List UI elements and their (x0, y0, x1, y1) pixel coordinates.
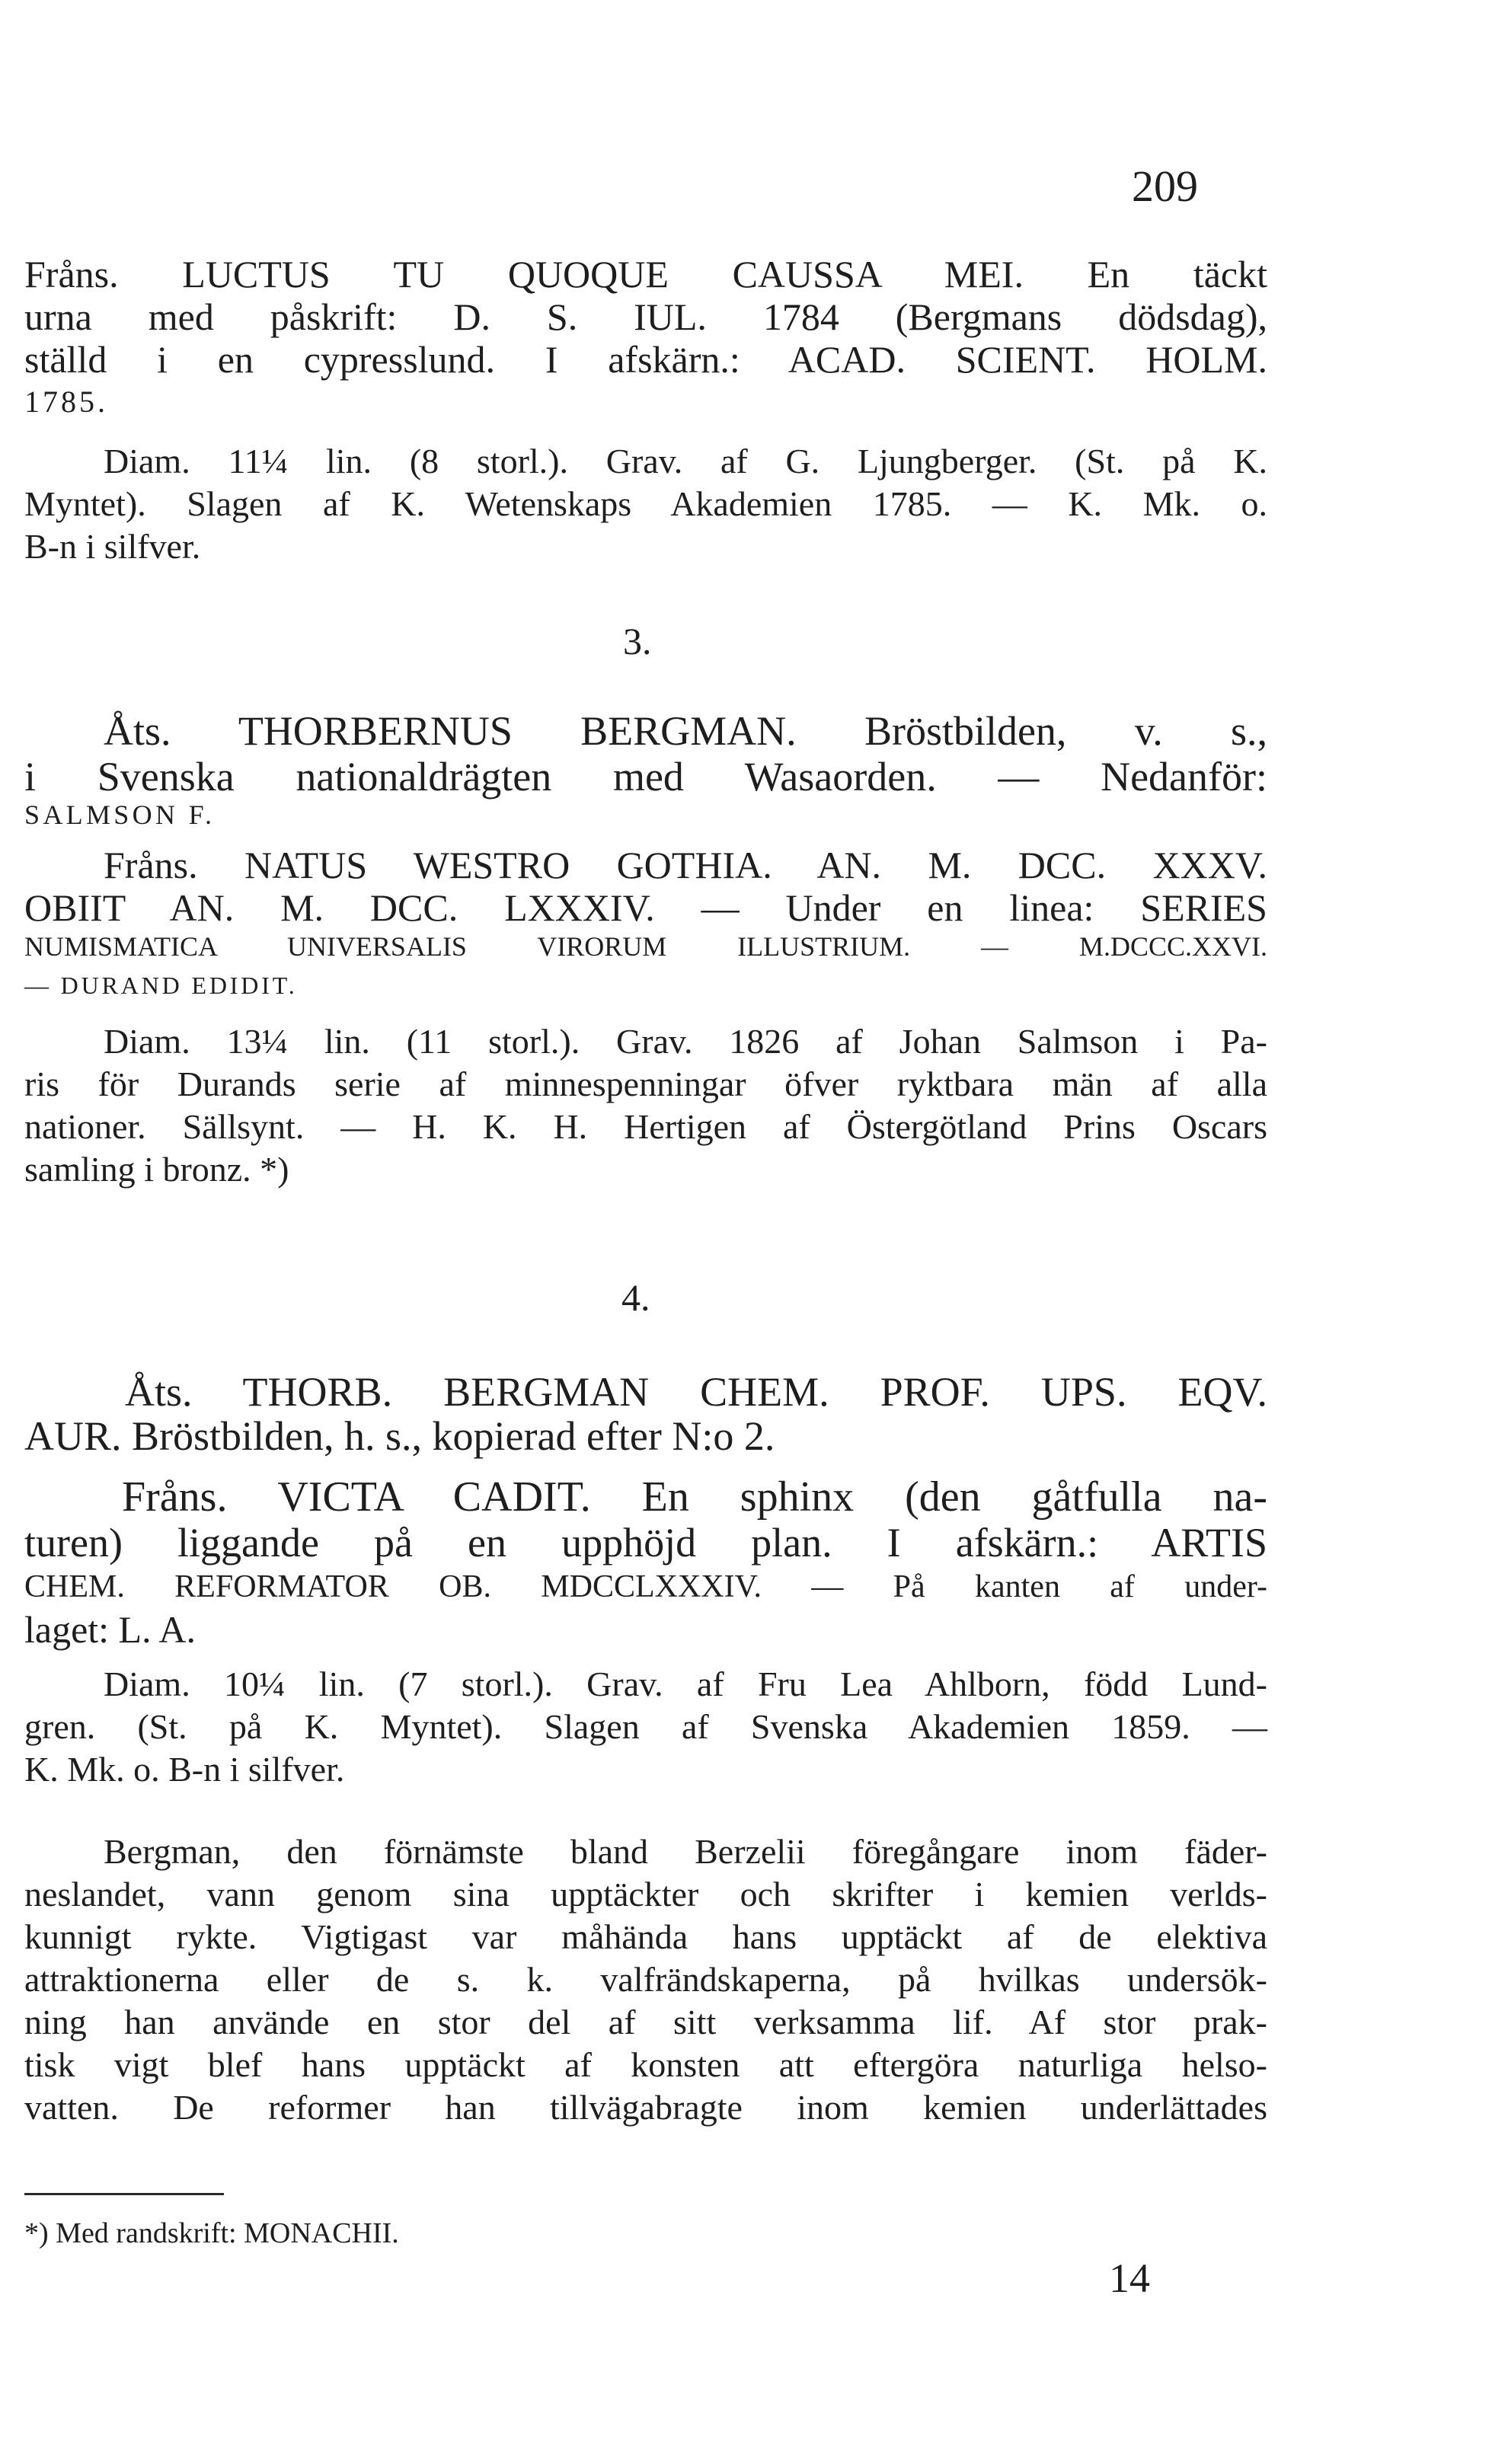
text-line: Fråns. VICTA CADIT. En sphinx (den gåtfulla na- (122, 1473, 1267, 1521)
text-line: kunnigt rykte. Vigtigast var måhända hans upptäckt af de elektiva (24, 1917, 1267, 1956)
text-line: Diam. 11¼ lin. (8 storl.). Grav. af G. Ljungberger. (St. på K. (104, 442, 1267, 480)
text-line: tisk vigt blef hans upptäckt af konsten att eftergöra naturliga helso- (24, 2045, 1267, 2084)
footnote: *) Med randskrift: MONACHII. (24, 2217, 399, 2249)
text-line: i Svenska nationaldrägten med Wasaorden. — Nedanför: (24, 754, 1267, 800)
entry-number: 3. (623, 620, 652, 662)
text-line: AUR. Bröstbilden, h. s., kopierad efter N:o 2. (24, 1413, 775, 1459)
text-line: vatten. De reformer han tillvägabragte inom kemien underlättades (24, 2088, 1267, 2127)
text-line: Åts. THORBERNUS BERGMAN. Bröstbilden, v. s., (104, 708, 1267, 754)
footnote-rule (24, 2193, 224, 2195)
text-line: Fråns. LUCTUS TU QUOQUE CAUSSA MEI. En täckt (24, 253, 1267, 295)
text-line: — DURAND EDIDIT. (24, 972, 298, 999)
text-line: ställd i en cypresslund. I afskärn.: ACAD. SCIENT. HOLM. (24, 338, 1267, 381)
text-line: laget: L. A. (24, 1608, 196, 1651)
text-line: attraktionerna eller de s. k. valfrändskaperna, på hvilkas undersök- (24, 1960, 1267, 1999)
text-line: Åts. THORB. BERGMAN CHEM. PROF. UPS. EQV. (125, 1369, 1267, 1415)
text-line: OBIIT AN. M. DCC. LXXXIV. — Under en linea: SERIES (24, 886, 1267, 929)
text-line: Myntet). Slagen af K. Wetenskaps Akademien 1785. — K. Mk. o. (24, 484, 1267, 523)
text-line: B-n i silfver. (24, 527, 201, 566)
text-line: CHEM. REFORMATOR OB. MDCCLXXXIV. — På kanten af under- (24, 1569, 1267, 1604)
text-line: nationer. Sällsynt. — H. K. H. Hertigen af Östergötland Prins Oscars (24, 1107, 1267, 1146)
signature-mark: 14 (1109, 2255, 1150, 2301)
entry-number: 4. (621, 1276, 650, 1319)
text-line: NUMISMATICA UNIVERSALIS VIRORUM ILLUSTRIUM. — M.DCCC.XXVI. (24, 931, 1267, 962)
text-line: K. Mk. o. B-n i silfver. (24, 1750, 345, 1789)
text-line: gren. (St. på K. Myntet). Slagen af Svenska Akademien 1859. — (24, 1707, 1267, 1746)
text-line: ris för Durands serie af minnespenningar öfver ryktbara män af alla (24, 1064, 1267, 1103)
text-line: turen) liggande på en upphöjd plan. I afskärn.: ARTIS (24, 1520, 1267, 1566)
text-line: SALMSON F. (24, 800, 216, 830)
text-line: Diam. 13¼ lin. (11 storl.). Grav. 1826 af Johan Salmson i Pa- (104, 1022, 1267, 1061)
text-line: samling i bronz. *) (24, 1150, 289, 1189)
page-number: 209 (1132, 161, 1198, 211)
text-line: Fråns. NATUS WESTRO GOTHIA. AN. M. DCC. XXXV. (104, 844, 1267, 886)
text-line: Bergman, den förnämste bland Berzelii föregångare inom fäder- (104, 1832, 1267, 1871)
text-line: ning han använde en stor del af sitt verksamma lif. Af stor prak- (24, 2003, 1267, 2041)
text-line: 1785. (24, 385, 108, 419)
text-line: neslandet, vann genom sina upptäckter och skrifter i kemien verlds- (24, 1875, 1267, 1913)
text-line: urna med påskrift: D. S. IUL. 1784 (Bergmans dödsdag), (24, 295, 1267, 338)
text-line: Diam. 10¼ lin. (7 storl.). Grav. af Fru Lea Ahlborn, född Lund- (104, 1664, 1267, 1703)
